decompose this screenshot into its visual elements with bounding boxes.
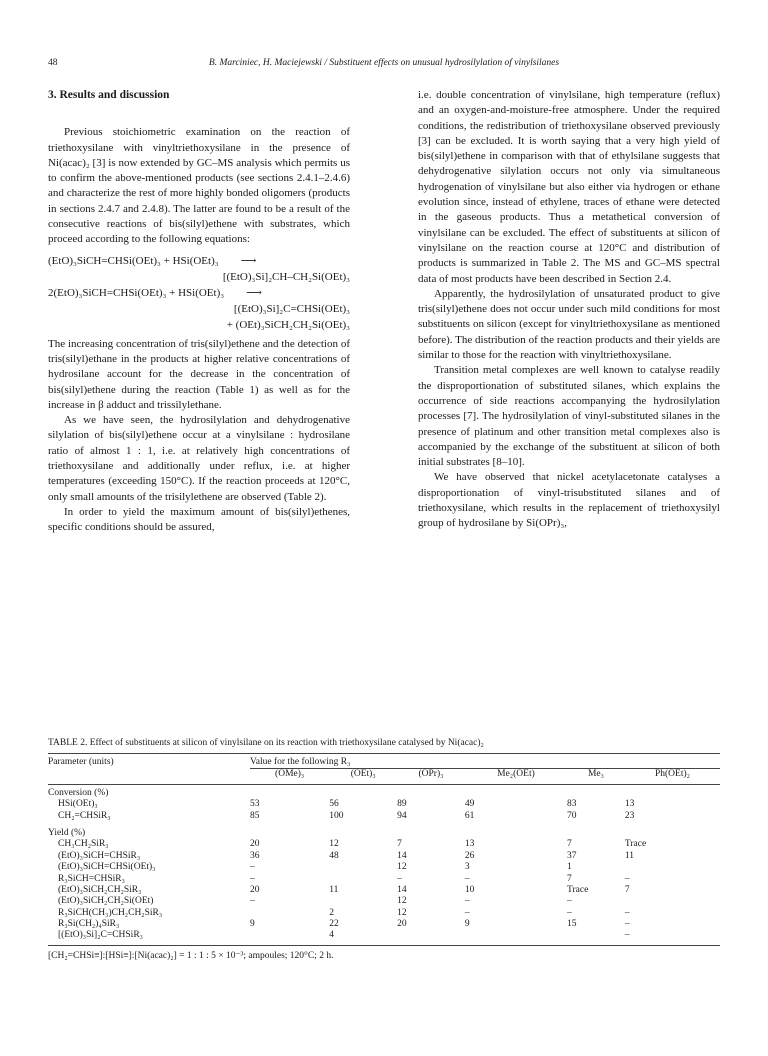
table-row: CH₂=CHSiR₃ 85 100 94 61 70 23 [58,810,635,821]
table-row: (EtO)₃SiCH₂CH₂Si(OEt) – 12 – – [58,896,572,907]
group-label: Yield (%) [48,827,86,838]
table-row: R₃SiCH(CH₃)CH₂CH₂SiR₃ 2 12 – – – [58,907,630,918]
arrow-icon: ⟶ [240,254,257,267]
table-2 [48,738,720,961]
equation-1-reactants: (EtO)₃SiCH=CHSi(OEt)₃ + HSi(OEt)₃ [48,254,219,267]
arrow-icon: ⟶ [246,286,262,299]
running-header [48,58,720,72]
equation-2-product-2: + (OEt)₃SiCH₂CH₂Si(OEt)₃ [226,318,350,331]
column-header: (OPr)₃ [397,769,465,784]
equation-2-reactants: 2(EtO)₃SiCH=CHSi(OEt)₃ + HSi(OEt)₃ [48,286,225,299]
left-column [48,88,350,536]
table-footnote: [CH₂=CHSi≡]:[HSi≡]:[Ni(acac)₂] = 1 : 1 : 5 × 10⁻³; ampoules; 120°C; 2 h. [48,950,334,961]
param-header: Parameter (units) [48,754,250,769]
table-caption: TABLE 2. Effect of substituents at silicon of vinylsilane on its reaction with triethoxysilane catalysed by Ni(acac)₂ [48,738,484,748]
paragraph: Previous stoichiometric examination on the reaction of triethoxysilane with vinyltriethoxysilane in the presence of Ni(acac)₂ [3] is now extended by GC–MS analysis which permits us to confirm the above-mentioned products (see sections 2.4.1–2.4.6) and characterize the rest of more highly bonded oligomers (products in sections 2.4.7 and 2.4.8). The latter are found to be a result of the consecutive reactions of bis(silyl)ethene with substrates, which proceed according to the following equations: [48,126,350,246]
paragraph: As we have seen, the hydrosilylation and dehydrogenative silylation of bis(silyl)ethene occur at a vinylsilane : hydrosilane ratio of almost 1 : 1, i.e. at relatively high concentrations of triethoxysilane and additionally under reflux, i.e. at higher temperatures (exceeding 150°C). If the reaction proceeds at 120°C, only small amounts of the trisilylethene are observed (Table 2). [48,414,350,503]
equation-1-product: [(EtO)₃Si]₂CH–CH₂Si(OEt)₃ [222,270,350,283]
equation-2-product-1: [(EtO)₃Si]₂C=CHSi(OEt)₃ [233,302,350,315]
table-row: (EtO)₃SiCH=CHSiR₃ 36 48 14 26 37 11 [58,850,635,861]
section-title: 3. Results and discussion [48,89,170,101]
value-header: Value for the following R₃ [250,754,720,769]
table-row: R₃Si(CH₂)₄SiR₃ 9 22 20 9 15 – [58,919,630,930]
column-header: Me₂(OEt) [465,769,567,784]
paragraph: i.e. double concentration of vinylsilane, high temperature (reflux) and an oxygen-and-moisture-free atmosphere. Under the required conditions, the redistribution of triethoxysilane observed previously [3] can be excluded. It is worth saying that a very high yield of bis(silyl)ethene in comparison with that of ethylsilane suggests that dehydrogenative silylation occurs not only via simultaneous hydrogenation of vinylsilane but also either via hydrogen or ethane evolution since, instead of ethylene, traces of ethane were detected in the gaseous products. Thus a metathetical conversion of vinylsilane can be excluded. The effect of substituents at silicon of vinylsilane on the reaction course at 120°C and distribution of products is summarized in Table 2. The MS and GC–MS spectral data of most products have been described in Section 2.4. [418,89,720,285]
equations [48,253,350,333]
paragraph: Transition metal complexes are well known to catalyse readily the disproportionation of substituted silanes, which explains the occurrence of side reactions accompanying the hydrosilylation processes [7]. The hydrosilylation of vinyl-substituted silanes in the presence of platinum and other transition metal complexes also is accompanied by the exchange of the substituent at silicon of both initial substrates [8–10]. [418,364,720,469]
table-row: CH₃CH₂SiR₃ 20 12 7 13 7 Trace [58,839,647,850]
paragraph: The increasing concentration of tris(silyl)ethene and the detection of tris(silyl)ethane in the products at higher relative concentrations of hydrosilane account for the decrease in the concentration of bis(silyl)ethene during the reaction (Table 1) as well as for the increase in β adduct and trissilylethane. [48,337,350,411]
paragraph: Apparently, the hydrosilylation of unsaturated product to give tris(silyl)ethene does not occur under such mild conditions for most substituents on silicon (except for vinyltriethoxysilane as mentioned before). The distribution of the reaction products and their yields are similar to those for the reaction with vinyltriethoxysilane. [418,287,720,362]
table-row: (EtO)₃SiCH=CHSi(OEt)₃ – 12 3 1 [58,862,572,873]
column-header: Ph(OEt)₂ [625,769,720,784]
table-row: [(EtO)₃Si]₂C=CHSiR₃ 4 – [48,930,720,945]
table-row: R₃SiCH=CHSiR₃ – – – 7 – [58,873,630,884]
running-title: B. Marciniec, H. Maciejewski / Substituent effects on unusual hydrosilylation of vinylsilanes [208,58,560,68]
table-row: (EtO)₃SiCH₂CH₂SiR₃ 20 11 14 10 Trace 7 [58,884,630,895]
results-table [48,753,720,946]
right-column [418,88,720,532]
paragraph: We have observed that nickel acetylacetonate catalyses a disproportionation of vinyl-trisubstituted silanes and of triethoxysilane, which results in the replacement of triethoxysilyl group of hydrosilane by Si(OPr)₃, [418,471,720,530]
page-number: 48 [48,58,58,68]
group-label: Conversion (%) [48,787,109,798]
column-header: Me₃ [567,769,625,784]
table-row: HSi(OEt)₃ 53 56 89 49 83 13 [58,799,635,810]
column-header: (OEt)₃ [329,769,397,784]
column-header: (OMe)₃ [250,769,329,784]
paragraph: In order to yield the maximum amount of bis(silyl)ethenes, specific conditions should be assured, [48,505,350,534]
